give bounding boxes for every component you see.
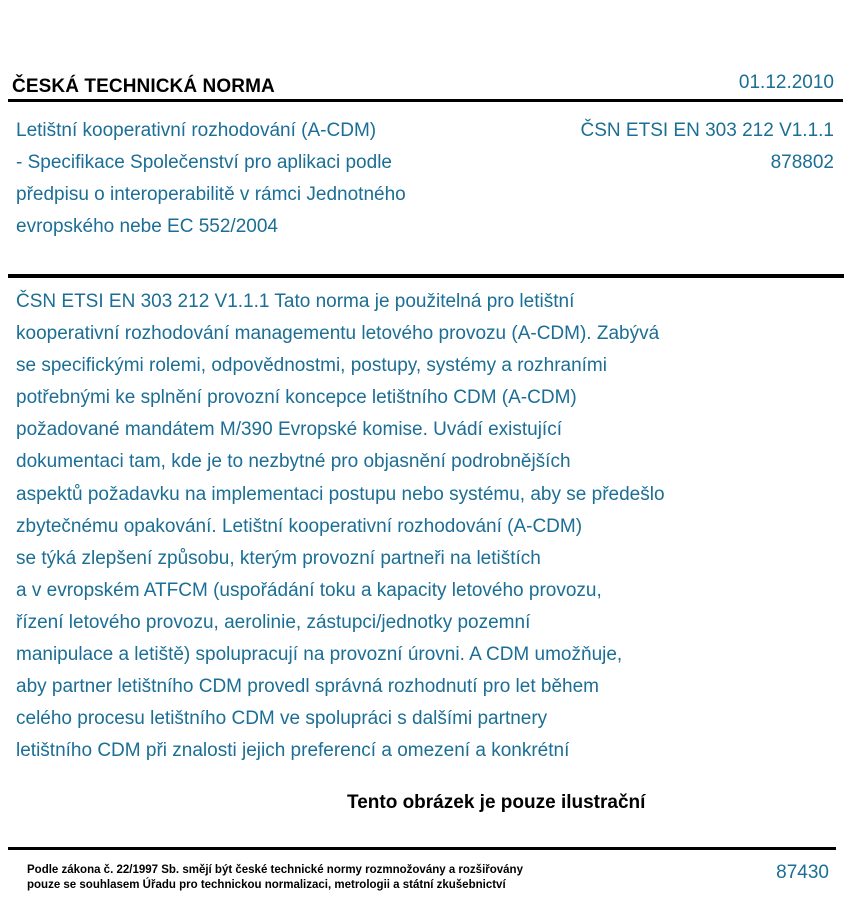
standard-title bbox=[16, 115, 506, 243]
annotation-line: aby partner letištního CDM provedl správná rozhodnutí pro let během bbox=[16, 676, 599, 698]
standard-title-line: Letištní kooperativní rozhodování (A-CDM) bbox=[16, 120, 377, 141]
section-divider bbox=[8, 274, 844, 278]
standard-identifier-block bbox=[581, 115, 834, 179]
annotation-line: ČSN ETSI EN 303 212 V1.1.1 Tato norma je použitelná pro letištní bbox=[16, 291, 575, 312]
annotation-line: kooperativní rozhodování managementu letového provozu (A-CDM). Zabývá bbox=[16, 323, 660, 345]
annotation-line: požadované mandátem M/390 Evropské komise. Uvádí existující bbox=[16, 419, 562, 441]
standard-title-line: evropského nebe EC 552/2004 bbox=[16, 216, 278, 237]
illustration-notice: Tento obrázek je pouze ilustrační bbox=[347, 792, 646, 813]
copyright-notice bbox=[27, 863, 523, 893]
annotation-line: manipulace a letiště) spolupracují na provozní úrovni. A CDM umožňuje, bbox=[16, 644, 623, 666]
standard-code: ČSN ETSI EN 303 212 V1.1.1 bbox=[580, 120, 834, 141]
classification-number: 878802 bbox=[770, 152, 834, 173]
copyright-notice-line: pouze se souhlasem Úřadu pro technickou normalizaci, metrologii a státní zkušebnictví bbox=[27, 879, 506, 891]
document-number: 87430 bbox=[776, 862, 829, 883]
document-type-heading: ČESKÁ TECHNICKÁ NORMA bbox=[12, 76, 275, 97]
annotation-line: a v evropském ATFCM (uspořádání toku a kapacity letového provozu, bbox=[16, 579, 602, 601]
header-divider bbox=[8, 99, 843, 102]
annotation-line: řízení letového provozu, aerolinie, zástupci/jednotky pozemní bbox=[16, 611, 531, 633]
footer-divider bbox=[8, 847, 836, 850]
annotation-text bbox=[16, 286, 776, 767]
annotation-line: dokumentaci tam, kde je to nezbytné pro objasnění podrobnějších bbox=[16, 451, 571, 473]
publication-date: 01.12.2010 bbox=[738, 72, 834, 93]
copyright-notice-line: Podle zákona č. 22/1997 Sb. smějí být české technické normy rozmnožovány a rozšiřovány bbox=[27, 864, 523, 876]
annotation-line: se týká zlepšení způsobu, kterým provozní partneři na letištích bbox=[16, 547, 541, 569]
standard-title-line: - Specifikace Společenství pro aplikaci podle bbox=[16, 152, 392, 173]
annotation-line: letištního CDM při znalosti jejich preferencí a omezení a konkrétní bbox=[16, 740, 570, 762]
annotation-line: zbytečnému opakování. Letištní kooperativní rozhodování (A-CDM) bbox=[16, 515, 583, 537]
annotation-line: celého procesu letištního CDM ve spolupráci s dalšími partnery bbox=[16, 708, 548, 730]
annotation-line: potřebnými ke splnění provozní koncepce letištního CDM (A-CDM) bbox=[16, 387, 577, 409]
annotation-line: se specifickými rolemi, odpovědnostmi, postupy, systémy a rozhraními bbox=[16, 355, 607, 377]
standard-title-line: předpisu o interoperabilitě v rámci Jednotného bbox=[16, 184, 406, 205]
annotation-line: aspektů požadavku na implementaci postupu nebo systému, aby se předešlo bbox=[16, 483, 665, 505]
